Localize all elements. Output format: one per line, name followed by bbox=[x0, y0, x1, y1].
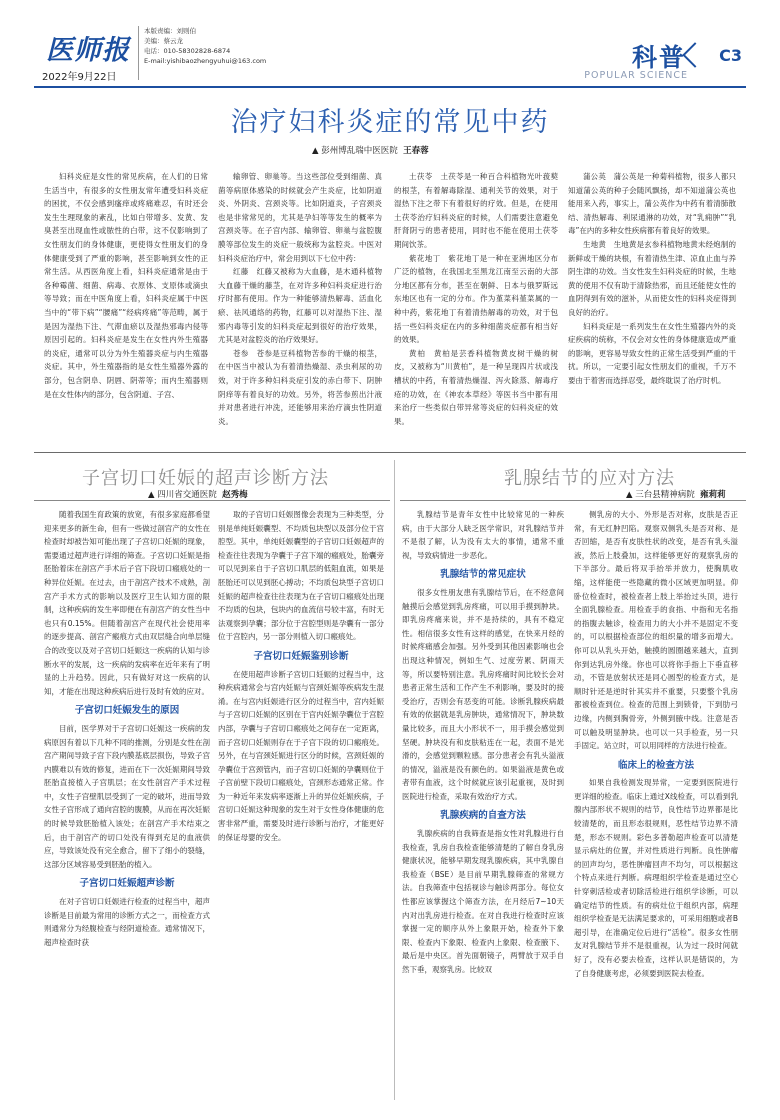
lead-column-3 bbox=[394, 170, 558, 440]
paragraph: 侧乳房的大小、外形是否对称，皮肤是否正常，有无红肿凹陷。观察双侧乳头是否对称、是否回缩，是否有皮肤性状的改变，是否有乳头溢液，然后上肢叠加，这样能够更好的观察乳房的下半部分。最后将双手抬举并放力，使胸肌收缩，这样能使一些隐藏的微小区域更加明显。仰卧位检查时，被检查者上肢上举抬过头顶，进行全面乳腺检查。用检查手的食指、中指和无名指的指腹去触诊，检查用力的大小并不是固定不变的，可以根据检查部位的组织量的增多而增大。你可以从乳头开始，触摸的圆圈越来越大，直到你到达乳房外缘。你也可以将你手指上下垂直移动，不管是放射状还是同心圆型的检查方式，是顺时针还是逆时针其实并不重要，只要整个乳房都被检查到位。检查的范围上到锁骨，下到肋弓边缘，内侧到胸骨旁，外侧到腋中线。注意是否可以触及明显肿块。也可以一只手检查，另一只手固定。站立时，可以用同样的方法进行检查。 bbox=[574, 510, 738, 751]
subheading: 乳腺结节的常见症状 bbox=[440, 569, 526, 581]
article-3-byline bbox=[626, 488, 726, 500]
article-2-rule bbox=[34, 500, 390, 501]
article-3-column-1 bbox=[402, 508, 564, 1108]
paragraph: 随着我国生育政策的放宽，有很多家庭都希望迎来更多的新生命，但有一些做过剖宫产的女性在检查时却被告知可能出现了子宫切口妊娠的现象，需要通过超声进行详细的筛查。子宫切口妊娠是指胚胎着床在剖宫产手术后子宫下段切口瘢痕处的一种异位妊娠。在过去，由于剖宫产技术不成熟，剖宫产手术方式的影响以及医疗卫生认知方面的限制，这种疾病的发生率即便在有剖宫产的女性当中也只有0.15%。但随着剖宫产在现代社会使用率的逐步提高、剖宫产瘢痕方式由双层缝合向单层缝合的改变以及对子宫切口妊娠这一疾病的认知与诊断水平的发展，这一疾病的发病率在近年来有了明显的上升趋势。因此，只有做好对这一疾病的认知，才能在出现这种疾病后进行及时有效的应对。 bbox=[44, 510, 210, 696]
column-divider bbox=[394, 460, 395, 1100]
lead-article-title: 治疗妇科炎症的常见中药 bbox=[230, 107, 550, 138]
triangle-icon: ▲ bbox=[148, 490, 158, 500]
byline-author: 雍莉莉 bbox=[700, 490, 726, 500]
article-2-title: 子宫切口妊娠的超声诊断方法 bbox=[82, 468, 329, 489]
paragraph: 土茯苓 土茯苓是一种百合科植物光叶菝葜的根茎，有着解毒除湿、通利关节的效果，对于湿热下注之带下有着很好的疗效。但是，在使用土茯苓治疗妇科炎症的时候，人们需要注意避免肝肾阴亏的患者使用，同时也不能在使用土茯苓期间饮茶。 bbox=[394, 172, 558, 249]
byline-org: 四川省交通医院 bbox=[157, 490, 217, 500]
publication-date: 2022年9月22日 bbox=[42, 72, 117, 83]
byline-org: 三台县精神病院 bbox=[635, 490, 695, 500]
paragraph: 很多女性朋友患有乳腺结节后，在不经意间触摸后会感觉到乳房疼痛，可以用手摸到肿块。即乳房疼痛来说，并不是持续的，具有不稳定性。相信很多女性有这样的感觉，在快来月经的时候疼痛感会加强。另外受到其他因素影响也会出现这种情况，例如生气、过度劳累、阴雨天等，所以要特别注意。乳房疼痛时间比较长会对患者正常生活和工作产生不利影响，要及时的接受治疗，否则会有恶变的可能。诊断乳腺疾病最有效的依据就是乳房肿块，通常情况下，肿块数量比较多，而且大小形状不一，用手摸会感觉到坚硬。肿块没有和皮肤粘连在一起，表面不是光滑的，会感觉到颗粒感。部分患者会有乳头溢液的情况，溢液是没有颜色的。如果溢液是黄色或者带有血液，这个时候就应该引起重视，及时到医院进行检查，采取有效治疗方式。 bbox=[402, 587, 564, 801]
chevron-left-icon bbox=[682, 42, 707, 67]
paragraph: 紫花地丁 紫花地丁是一种在亚洲地区分布广泛的植物，在我国北至黑龙江南至云南的大部分地区都有分布，甚至在朝鲜、日本与俄罗斯远东地区也有一定的分布。作为堇菜科堇菜属的一种中药，紫花地丁有着清热解毒的功效，对于包括一些妇科炎症在内的多种细菌炎症都有相当好的效果。 bbox=[394, 253, 558, 345]
masthead-divider bbox=[138, 26, 139, 80]
section-name: 科普 bbox=[631, 43, 686, 72]
editor-line: 美编：蔡云龙 bbox=[144, 37, 183, 45]
lead-column-4 bbox=[568, 170, 736, 440]
paragraph: 输卵管、卵巢等。当这些部位受到细菌、真菌等病原体感染的时候就会产生炎症，比如阴道炎、外阴炎、宫颈炎等。比如阴道炎，子宫颈炎也是非常常见的，尤其是孕妇等等发生的概率为宫颈炎等。在子宫内部、输卵管、卵巢与盆腔腹膜等部位发生的炎症一般统称为盆腔炎。中医对妇科炎症治疗中，常会用到以下七位中药： bbox=[218, 172, 382, 263]
article-2-column-1 bbox=[44, 508, 210, 1108]
page-number: C3 bbox=[719, 46, 742, 65]
subheading: 子宫切口妊娠发生的原因 bbox=[74, 705, 180, 717]
editor-line: E-mail:yishibaozhengyuhui@163.com bbox=[144, 57, 267, 65]
lead-column-1 bbox=[44, 170, 208, 440]
section-name-english: POPULAR SCIENCE bbox=[584, 70, 688, 81]
paragraph: 在使用超声诊断子宫切口妊娠的过程当中，这种疾病通常会与宫内妊娠与宫颈妊娠等疾病发生混淆。在与宫内妊娠进行区分的过程当中，宫内妊娠与子宫切口妊娠的区别在于宫内妊娠孕囊位于宫腔内部，孕囊与子宫切口瘢痕处之间存在一定距离，而子宫切口妊娠则存在于子宫下段的切口瘢痕处。另外，在与宫颈妊娠进行区分的时候，宫颈妊娠的孕囊位于宫颈管内，而子宫切口妊娠的孕囊则位于子宫前壁下段切口瘢痕处，宫颈形态通常正常。作为一种近年来发病率逐渐上升的异位妊娠疾病，子宫切口妊娠这种现象的发生对于女性身体健康的危害非常严重，需要及时进行诊断与治疗，才能更好的保证母婴的安全。 bbox=[218, 669, 384, 842]
subheading: 子宫切口妊娠鉴别诊断 bbox=[253, 650, 349, 662]
paragraph: 在对子宫切口妊娠进行检查的过程当中，超声诊断是目前最为常用的诊断方式之一，而检查方式则通常分为经腹检查与经阴道检查。通常情况下，超声检查时获 bbox=[44, 897, 210, 947]
paragraph: 如果自我检测发现异常，一定要到医院进行更详细的检查。临床上通过X线检查，可以看到乳腺内部形状不规则的结节，良性结节边界都是比较清楚的，而且形态很规则，恶性结节边界不清楚，形态不规则。彩色多普勒超声检查可以清楚显示病灶的位置，并对性质进行判断。良性肿瘤的回声均匀，恶性肿瘤回声不均匀，可以根据这个特点来进行判断。病理组织学检查是通过空心针穿刺活检或者切除活检进行组织学诊断，可以确定结节的性质。有的病灶位于组织内部，病理组织学检查是无法满足要求的，可采用细胞或者B超引导，在准确定位后进行“活检”。很多女性朋友对乳腺结节并不是很重视，认为过一段时间就好了，没有必要去检查，这样认识是错误的，为了自身健康考虑，必须要到医院去检查。 bbox=[574, 778, 738, 978]
article-3-rule bbox=[400, 500, 746, 501]
editor-info bbox=[144, 26, 266, 66]
newspaper-logo: 医师报 bbox=[46, 35, 130, 66]
paragraph: 生地黄 生地黄是玄参科植物地黄未经炮制的新鲜或干燥的块根，有着清热生津、凉血止血与养阴生津的功效。当女性发生妇科炎症的时候，生地黄的使用不仅有助于清除热邪，而且还能使女性的血阴得到有效的滋补，从而使女性的妇科炎症得到良好的治疗。 bbox=[568, 239, 736, 317]
article-2-byline bbox=[148, 488, 248, 500]
paragraph: 取的子宫切口妊娠图像会表现为三种类型，分别是单纯妊娠囊型、不均质包块型以及部分位于宫腔型。其中，单纯妊娠囊型的子宫切口妊娠超声的检查往往表现为孕囊于子宫下端的瘢痕处，胎囊旁可以见到来自于子宫切口肌层的低阻血流，如果是胚胎还可以见到胚心搏动；不均质包块型子宫切口妊娠的超声检查往往表现为在子宫切口瘢痕处出现不均质的包块，包块内的血流信号较丰富，有时无法观察到孕囊；部分位于宫腔型则是孕囊有一部分位于宫腔内，另一部分则植入切口瘢痕处。 bbox=[218, 510, 384, 642]
triangle-icon: ▲ bbox=[626, 490, 636, 500]
byline-org: 彭州博乱瑞中医医院 bbox=[321, 146, 398, 156]
paragraph: 黄柏 黄柏是芸香科植物黄皮树干燥的树皮，又被称为“川黄柏”，是一种呈现四片状或浅槽状的中药，有着清热燥湿、泻火除蒸、解毒疗疮的功效，在《神农本草经》等医书当中都有用来治疗一些类似白带异常等炎症的妇科炎症的效果。 bbox=[394, 348, 558, 426]
paragraph: 妇科炎症是一系列发生在女性生殖器内外的炎症疾病的统称，不仅会对女性的身体健康造成严重的影响，更容易导致女性的正常生活受到严重的干扰。所以，一定要引起女性朋友们的重视，千万不要由于着害而选择忍受，最终耽误了治疗时机。 bbox=[568, 321, 736, 385]
editor-line: 电话：010-58302828-6874 bbox=[144, 47, 231, 55]
editor-line: 本版责编：刘则伯 bbox=[144, 27, 196, 35]
paragraph: 目前，医学界对于子宫切口妊娠这一疾病的发病原因有着以下几种不同的推测，分别是女性在剖宫产期间导致子宫下段内膜基底层损伤，导致子宫内膜难以有效的修复，进而在下一次妊娠期间导致胚胎直接植入子宫肌层；在女性剖宫产手术过程中，女性子宫壁肌层受到了一定的破坏，进而导致女性子宫形成了通向宫腔的腹膜，从而在再次妊娠的时候导致胚胎植入该处；在剖宫产手术结束之后，由于剖宫产的切口处没有得到充足的血液供应，导致该处没有完全愈合，留下了细小的裂缝，这部分区域容易受到胚胎的植入。 bbox=[44, 723, 210, 869]
byline-author: 王春蓉 bbox=[403, 146, 429, 156]
lead-column-2 bbox=[218, 170, 382, 440]
masthead bbox=[34, 18, 746, 88]
lead-byline bbox=[312, 144, 429, 156]
paragraph: 乳腺疾病的自我筛查是指女性对乳腺进行自我检查，乳房自我检查能够清楚的了解自身乳房健康状况，能够早期发现乳腺疾病，其中乳腺自我检查（BSE）是目前早期乳腺筛查的常规方法。自我筛查中包括视诊与触诊两部分。每位女性都应该掌握这个筛查方法，在月经后7~10天内对出乳房进行检查。在对自我进行检查时应该掌握一定的顺序从外上象限开始，检查外下象限、检查内下象限、检查内上象限、检查腋下、最后是中央区。首先面朝镜子，两臂放于双手自然下垂，观察乳房。比较双 bbox=[402, 829, 564, 974]
triangle-icon: ▲ bbox=[312, 146, 322, 156]
masthead-rule bbox=[34, 86, 746, 88]
section-divider bbox=[34, 452, 746, 453]
paragraph: 妇科炎症是女性的常见疾病，在人们的日常生活当中，有很多的女性朋友常年遭受妇科炎症的困扰，不仅会感到瘙痒或疼痛难忍，有时还会发生生理现象的紊乱，比如白带增多、发黄、发臭甚至出现血性或脓性的白带，这不仅影响到了女性朋友们的身体健康，更使得女性朋友们的身体健康受到了严重的影响，甚至影响到女性的正常生活。从西医角度上看，妇科炎症通常是由于各种霉菌、细菌、病毒、衣原体、支原体或滴虫等导致；而在中医角度上看，妇科炎症属于中医当中的“带下病”“腰痛”“经病疼痛”等范畴，属于是因为湿热下注、气滞血瘀以及湿热邪毒内侵等原因引起的。妇科炎症是发生在女性内外生殖器的炎症，通常可以分为外生殖器炎症与内生殖器炎症。其中，外生殖器指的是女性生殖器外露的部分，包含阴阜、阴唇、阴蒂等；而内生殖器则是在女性体内的部分，包含阴道、子宫、 bbox=[44, 172, 208, 399]
subheading: 子宫切口妊娠超声诊断 bbox=[79, 878, 175, 890]
byline-author: 赵秀梅 bbox=[222, 490, 248, 500]
article-3-column-2 bbox=[574, 508, 738, 1108]
subheading: 乳腺疾病的自查方法 bbox=[440, 810, 526, 822]
paragraph: 苍参 苍参是豆科植物苦参的干燥的根茎，在中医当中被认为有着清热燥湿、杀虫利尿的功效，对于许多种妇科炎症引发的赤白带下、阴肿阴痒等有着良好的功效。另外，将苦参煎出汁液并对患者进行冲洗，还能够用来治疗滴虫性阴道炎。 bbox=[218, 348, 382, 426]
article-2-column-2 bbox=[218, 508, 384, 1108]
paragraph: 乳腺结节是青年女性中比较常见的一种疾病，由于大部分人缺乏医学常识，对乳腺结节并不是很了解，认为没有太大的事情，通常不重视，导致病情进一步恶化。 bbox=[402, 510, 564, 560]
subheading: 临床上的检查方法 bbox=[617, 759, 694, 771]
article-3-title: 乳腺结节的应对方法 bbox=[504, 468, 675, 489]
paragraph: 蒲公英 蒲公英是一种菊科植物，很多人都只知道蒲公英的种子会随风飘扬，却不知道蒲公英也能用来入药，事实上，蒲公英作为中药有着清肺散结、清热解毒、利尿通淋的功效，对“乳痈肿”“乳毒”在内的多种女性疾病都有着良好的效果。 bbox=[568, 172, 736, 236]
paragraph: 红藤 红藤又被称为大血藤，是木通科植物大血藤干燥的藤茎，在对许多种妇科炎症进行治疗时都有使用。作为一种能够清热解毒、活血化瘀、祛风通络的药物，红藤可以对湿热下注、湿邪内毒等引发的妇科炎症起到很好的治疗效果，尤其是对盆腔炎的治疗效果好。 bbox=[218, 267, 382, 345]
